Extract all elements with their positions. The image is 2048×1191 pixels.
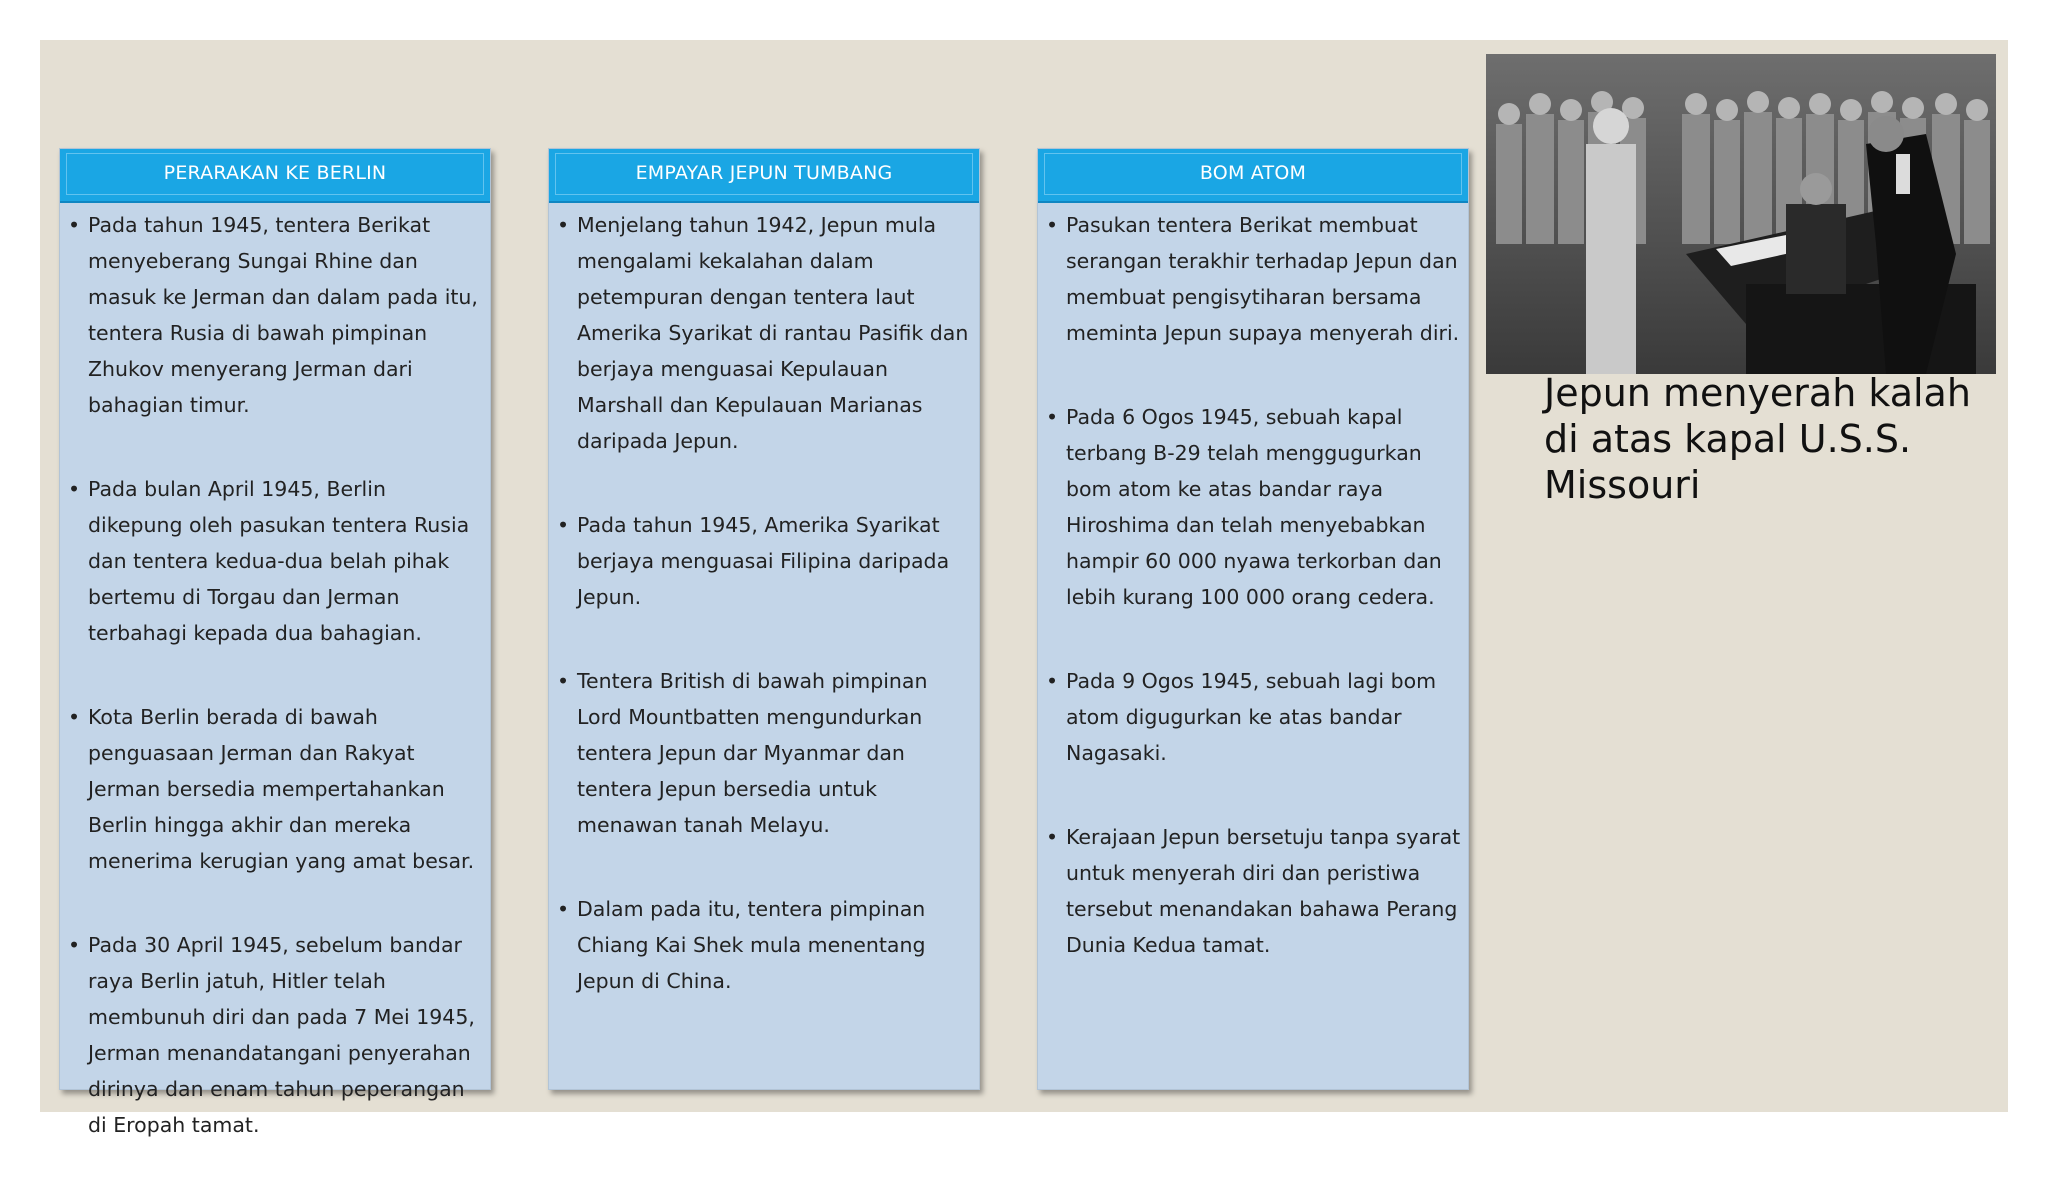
bullet-item: [68, 927, 486, 1143]
photo-caption: Jepun menyerah kalah di atas kapal U.S.S. Missouri: [1544, 371, 1971, 507]
panel-title: PERARAKAN KE BERLIN: [66, 153, 484, 195]
bullet-text: Dalam pada itu, tentera pimpinan Chiang Kai Shek mula menentang Jepun di China.: [577, 897, 926, 993]
panel-title: EMPAYAR JEPUN TUMBANG: [555, 153, 973, 195]
bullet-dot: •: [1046, 669, 1059, 693]
bullet-dot: •: [557, 513, 570, 537]
panel-perarakan-ke-berlin: [59, 148, 491, 1137]
surrender-photo: [1486, 54, 1996, 374]
bullet-item: [68, 207, 486, 423]
bullet-text: Pada tahun 1945, tentera Berikat menyeberang Sungai Rhine dan masuk ke Jerman dan dalam pada itu, tentera Rusia di bawah pimpinan Zhukov menyerang Jerman dari bahagian timur.: [88, 213, 478, 417]
bullet-dot: •: [68, 213, 81, 237]
bullet-text: Pada tahun 1945, Amerika Syarikat berjaya menguasai Filipina daripada Jepun.: [577, 513, 950, 609]
bullet-text: Pada 30 April 1945, sebelum bandar raya Berlin jatuh, Hitler telah membunuh diri dan pada 7 Mei 1945, Jerman menandatangani penyerahan dirinya dan enam tahun peperangan di Eropah tamat.: [88, 933, 475, 1137]
bullet-text: Pada 6 Ogos 1945, sebuah kapal terbang B-29 telah menggugurkan bom atom ke atas bandar raya Hiroshima dan telah menyebabkan hampir 60 000 nyawa terkorban dan lebih kurang 100 000 orang cedera.: [1066, 405, 1442, 609]
panel-header: [60, 149, 490, 203]
bullet-item: [1046, 663, 1464, 771]
bullet-text: Menjelang tahun 1942, Jepun mula mengalami kekalahan dalam petempuran dengan tentera laut Amerika Syarikat di rantau Pasifik dan berjaya menguasai Kepulauan Marshall dan Kepulauan Marianas daripada Jepun.: [577, 213, 969, 453]
slide: [40, 40, 2008, 1137]
bullet-item: [1046, 819, 1464, 963]
bullet-item: [557, 507, 975, 615]
bullet-item: [1046, 399, 1464, 615]
panel-bom-atom: [1037, 148, 1469, 1090]
panel-body: [557, 207, 975, 1047]
bullet-dot: •: [68, 933, 81, 957]
bullet-dot: •: [68, 477, 81, 501]
bullet-dot: •: [557, 213, 570, 237]
bullet-text: Pasukan tentera Berikat membuat serangan terakhir terhadap Jepun dan membuat pengisytiharan bersama meminta Jepun supaya menyerah diri.: [1066, 213, 1460, 345]
bullet-dot: •: [557, 669, 570, 693]
bullet-dot: •: [1046, 825, 1059, 849]
bullet-item: [68, 699, 486, 879]
bullet-item: [1046, 207, 1464, 351]
panel-empayar-jepun-tumbang: [548, 148, 980, 1090]
bullet-dot: •: [68, 705, 81, 729]
panel-title: BOM ATOM: [1044, 153, 1462, 195]
bullet-item: [557, 663, 975, 843]
bullet-text: Pada 9 Ogos 1945, sebuah lagi bom atom digugurkan ke atas bandar Nagasaki.: [1066, 669, 1437, 765]
bullet-text: Tentera British di bawah pimpinan Lord Mountbatten mengundurkan tentera Jepun dar Myanmar dan tentera Jepun bersedia untuk menawan tanah Melayu.: [577, 669, 928, 837]
bullet-dot: •: [557, 897, 570, 921]
panel-body: [68, 207, 486, 1191]
panel-header: [549, 149, 979, 203]
bullet-item: [557, 207, 975, 459]
bullet-item: [557, 891, 975, 999]
bullet-dot: •: [1046, 405, 1059, 429]
bullet-text: Kota Berlin berada di bawah penguasaan Jerman dan Rakyat Jerman bersedia mempertahankan Berlin hingga akhir dan mereka menerima kerugian yang amat besar.: [88, 705, 475, 873]
bullet-item: [68, 471, 486, 651]
bullet-dot: •: [1046, 213, 1059, 237]
surrender-photo-illustration: [1486, 54, 1996, 374]
bullet-text: Kerajaan Jepun bersetuju tanpa syarat untuk menyerah diri dan peristiwa tersebut menandakan bahawa Perang Dunia Kedua tamat.: [1066, 825, 1461, 957]
panel-body: [1046, 207, 1464, 1011]
bullet-text: Pada bulan April 1945, Berlin dikepung oleh pasukan tentera Rusia dan tentera kedua-dua belah pihak bertemu di Torgau dan Jerman terbahagi kepada dua bahagian.: [88, 477, 470, 645]
panel-header: [1038, 149, 1468, 203]
